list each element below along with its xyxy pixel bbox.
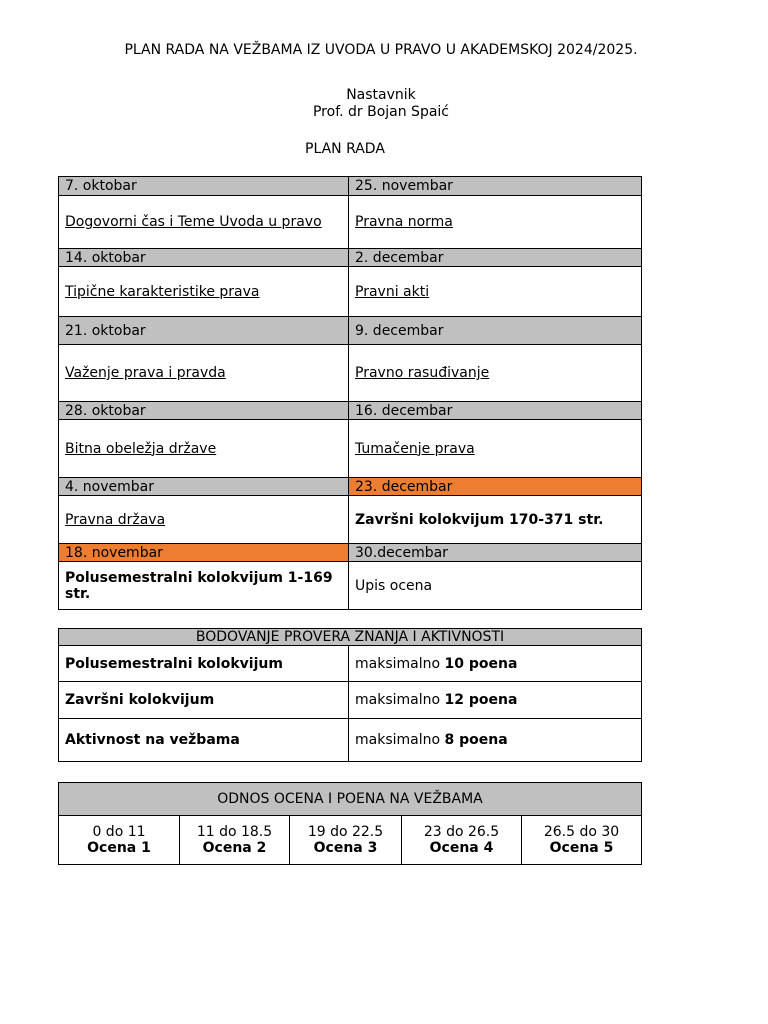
- scoring-label: Polusemestralni kolokvijum: [65, 655, 283, 672]
- schedule-topic-cell: Upis ocena: [349, 562, 642, 610]
- schedule-date-cell: 7. oktobar: [59, 177, 349, 196]
- schedule-topic-cell: [59, 496, 349, 544]
- grade-label: Ocena 3: [313, 840, 378, 856]
- points-prefix: maksimalno: [355, 732, 441, 748]
- schedule-topic-cell: [349, 345, 642, 402]
- schedule-date-cell: 25. novembar: [349, 177, 642, 196]
- schedule-exam-cell: [59, 562, 349, 610]
- scoring-table: [58, 628, 642, 762]
- teacher-name: Prof. dr Bojan Spaić: [312, 104, 449, 120]
- schedule-date-cell: 9. decembar: [349, 317, 642, 345]
- grade-label: Ocena 2: [202, 840, 267, 856]
- schedule-topic-cell: [59, 345, 349, 402]
- grade-range: 19 do 22.5: [307, 824, 384, 840]
- grade-cell: [290, 816, 402, 865]
- exam-label: Polusemestralni kolokvijum 1-169 str.: [65, 569, 333, 602]
- exam-label: Završni kolokvijum 170-371 str.: [355, 511, 604, 528]
- scoring-label-cell: [59, 646, 349, 682]
- schedule-topic-cell: [59, 196, 349, 249]
- grades-table: [58, 782, 642, 865]
- scoring-heading: BODOVANJE PROVERA ZNANJA I AKTIVNOSTI: [59, 629, 642, 646]
- grade-label: Ocena 1: [87, 840, 151, 856]
- plan-heading: PLAN RADA: [305, 141, 385, 157]
- scoring-points-cell: [349, 719, 642, 762]
- schedule-date-cell: 2. decembar: [349, 249, 642, 267]
- scoring-label-cell: [59, 719, 349, 762]
- teacher-label: Nastavnik: [346, 87, 416, 103]
- topic-link[interactable]: Tumačenje prava: [355, 440, 475, 457]
- topic-link[interactable]: Pravna država: [65, 511, 166, 528]
- schedule-date-cell: 30.decembar: [349, 544, 642, 562]
- schedule-date-cell: 4. novembar: [59, 478, 349, 496]
- scoring-label: Aktivnost na vežbama: [65, 732, 240, 748]
- grade-cell: [180, 816, 290, 865]
- schedule-table: [58, 176, 642, 610]
- grade-cell: [59, 816, 180, 865]
- topic-link[interactable]: Pravno rasuđivanje: [355, 365, 490, 381]
- schedule-date-cell-highlighted: 23. decembar: [349, 478, 642, 496]
- points-prefix: maksimalno: [355, 655, 441, 672]
- scoring-label: Završni kolokvijum: [65, 692, 215, 708]
- grade-cell: [402, 816, 522, 865]
- schedule-topic-cell: [349, 267, 642, 317]
- topic-link[interactable]: Pravni akti: [355, 283, 430, 300]
- points-value: 10 poena: [444, 655, 518, 672]
- topic-link[interactable]: Dogovorni čas i Teme Uvoda u pravo: [65, 214, 322, 230]
- grade-label: Ocena 5: [549, 840, 614, 856]
- schedule-topic-cell: [59, 267, 349, 317]
- topic-link[interactable]: Pravna norma: [355, 214, 453, 230]
- topic-link[interactable]: Važenje prava i pravda: [65, 365, 226, 381]
- scoring-points-cell: [349, 682, 642, 719]
- schedule-date-cell: 21. oktobar: [59, 317, 349, 345]
- grade-range: 23 do 26.5: [423, 824, 500, 840]
- schedule-topic-cell: [349, 196, 642, 249]
- scoring-points-cell: [349, 646, 642, 682]
- points-value: 12 poena: [444, 692, 518, 708]
- document-title: PLAN RADA NA VEŽBAMA IZ UVODA U PRAVO U AKADEMSKOJ 2024/2025.: [124, 42, 638, 58]
- points-prefix: maksimalno: [355, 692, 441, 708]
- grades-heading: ODNOS OCENA I POENA NA VEŽBAMA: [59, 783, 642, 816]
- topic-link[interactable]: Bitna obeležja države: [65, 440, 217, 457]
- schedule-topic-cell: [59, 420, 349, 478]
- schedule-date-cell: 14. oktobar: [59, 249, 349, 267]
- grade-label: Ocena 4: [429, 840, 494, 856]
- points-value: 8 poena: [444, 732, 508, 748]
- grade-cell: [522, 816, 642, 865]
- grade-range: 0 do 11: [92, 824, 146, 840]
- schedule-topic-cell: [349, 420, 642, 478]
- schedule-date-cell: 28. oktobar: [59, 402, 349, 420]
- schedule-exam-cell: [349, 496, 642, 544]
- schedule-date-cell: 16. decembar: [349, 402, 642, 420]
- grade-range: 11 do 18.5: [196, 824, 273, 840]
- scoring-label-cell: [59, 682, 349, 719]
- schedule-date-cell-highlighted: 18. novembar: [59, 544, 349, 562]
- grade-range: 26.5 do 30: [543, 824, 620, 840]
- topic-link[interactable]: Tipične karakteristike prava: [65, 283, 260, 300]
